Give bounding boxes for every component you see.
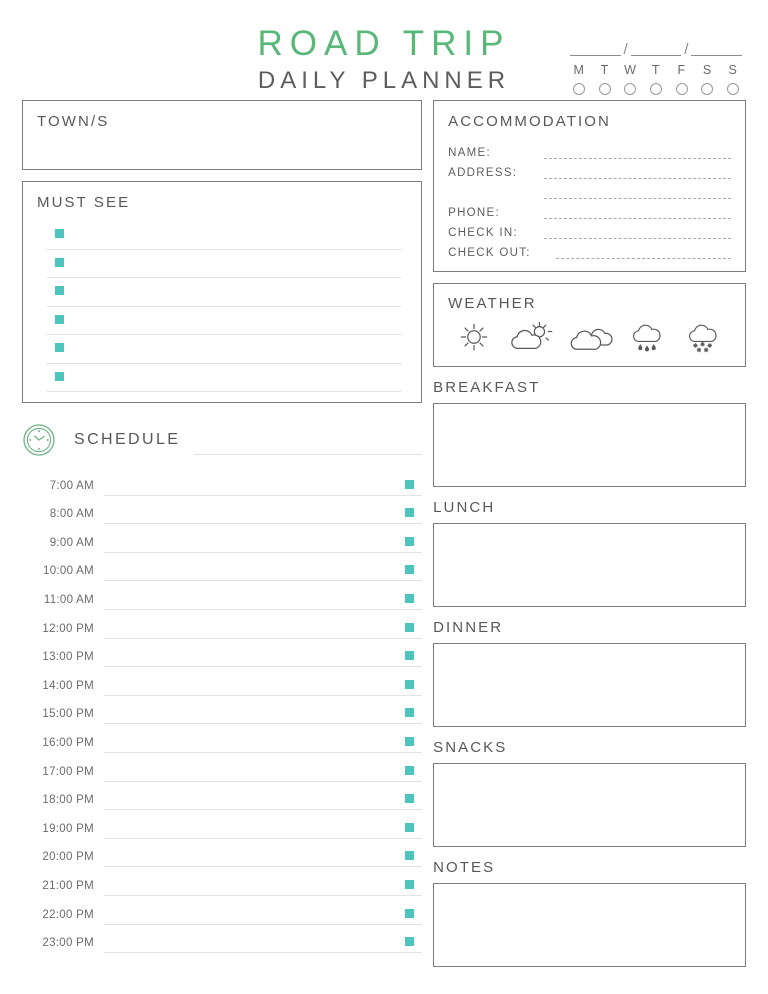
schedule-list — [22, 467, 422, 953]
accommodation-section — [433, 100, 746, 272]
schedule-row[interactable] — [22, 553, 422, 582]
accommodation-name-field[interactable] — [544, 146, 731, 159]
day-cell-sunday[interactable] — [722, 64, 744, 95]
checkbox-square-icon[interactable] — [405, 766, 414, 775]
day-circle[interactable] — [676, 83, 688, 95]
schedule-row[interactable] — [22, 753, 422, 782]
date-input-line[interactable] — [566, 34, 746, 56]
schedule-entry-line[interactable] — [104, 610, 422, 639]
snacks-section — [433, 739, 746, 847]
checkbox-square-icon[interactable] — [405, 823, 414, 832]
checkbox-square-icon[interactable] — [405, 680, 414, 689]
checkbox-square-icon[interactable] — [405, 623, 414, 632]
weather-section — [433, 283, 746, 367]
day-letter: F — [677, 63, 686, 77]
schedule-entry-line[interactable] — [104, 724, 422, 753]
schedule-time-label: 18:00 PM — [42, 794, 94, 807]
schedule-time-label: 12:00 PM — [42, 622, 94, 635]
checkbox-square-icon[interactable] — [55, 315, 64, 324]
sun-icon[interactable] — [454, 320, 494, 354]
checkbox-square-icon[interactable] — [405, 537, 414, 546]
list-item[interactable] — [47, 307, 401, 336]
schedule-row[interactable] — [22, 467, 422, 496]
list-item[interactable] — [47, 221, 401, 250]
schedule-row[interactable] — [22, 810, 422, 839]
schedule-time-label: 9:00 AM — [49, 536, 94, 549]
day-cell-saturday[interactable] — [696, 64, 718, 95]
weather-icon-row — [448, 318, 731, 356]
schedule-entry-line[interactable] — [104, 667, 422, 696]
date-day-blank[interactable] — [570, 40, 621, 56]
day-circle[interactable] — [573, 83, 585, 95]
checkbox-square-icon[interactable] — [405, 937, 414, 946]
list-item[interactable] — [47, 250, 401, 279]
must-see-list — [37, 221, 407, 392]
accommodation-address-row[interactable] — [448, 159, 731, 179]
day-circle[interactable] — [599, 83, 611, 95]
page-subtitle: DAILY PLANNER — [257, 66, 511, 94]
accommodation-name-label: NAME: — [448, 147, 492, 159]
lunch-input[interactable] — [433, 523, 746, 607]
checkbox-square-icon[interactable] — [405, 594, 414, 603]
towns-label: TOWN/S — [37, 113, 110, 130]
schedule-row[interactable] — [22, 581, 422, 610]
checkbox-square-icon[interactable] — [405, 909, 414, 918]
accommodation-address-field-2[interactable] — [544, 186, 731, 199]
list-item[interactable] — [47, 335, 401, 364]
content-columns — [0, 100, 768, 967]
day-letter: T — [600, 63, 609, 77]
schedule-entry-line[interactable] — [104, 753, 422, 782]
schedule-time-label: 20:00 PM — [42, 851, 94, 864]
schedule-row[interactable] — [22, 867, 422, 896]
schedule-entry-line[interactable] — [104, 810, 422, 839]
schedule-entry-line[interactable] — [104, 639, 422, 668]
schedule-entry-line[interactable] — [104, 496, 422, 525]
checkbox-square-icon[interactable] — [55, 343, 64, 352]
schedule-entry-line[interactable] — [104, 467, 422, 496]
checkbox-square-icon[interactable] — [405, 737, 414, 746]
page-title: ROAD TRIP — [257, 24, 511, 63]
accommodation-phone-field[interactable] — [544, 206, 731, 219]
day-cell-friday[interactable] — [671, 64, 693, 95]
schedule-divider — [194, 454, 422, 455]
schedule-row[interactable] — [22, 724, 422, 753]
date-separator-2: / — [684, 41, 689, 58]
schedule-entry-line[interactable] — [104, 896, 422, 925]
schedule-row[interactable] — [22, 610, 422, 639]
checkbox-square-icon[interactable] — [55, 229, 64, 238]
accommodation-phone-row[interactable] — [448, 199, 731, 219]
day-circle[interactable] — [727, 83, 739, 95]
checkbox-square-icon[interactable] — [405, 851, 414, 860]
notes-input[interactable] — [433, 883, 746, 967]
rain-icon[interactable] — [625, 320, 669, 354]
day-circle[interactable] — [650, 83, 662, 95]
day-circle[interactable] — [701, 83, 713, 95]
date-separator-1: / — [623, 41, 628, 58]
schedule-time-label: 21:00 PM — [42, 879, 94, 892]
schedule-time-label: 23:00 PM — [42, 937, 94, 950]
snacks-input[interactable] — [433, 763, 746, 847]
day-cell-wednesday[interactable] — [619, 64, 641, 95]
schedule-time-label: 15:00 PM — [42, 708, 94, 721]
day-letter: S — [702, 63, 712, 77]
day-letter: M — [573, 63, 585, 77]
schedule-time-label: 10:00 AM — [43, 565, 94, 578]
schedule-label: SCHEDULE — [74, 431, 181, 448]
day-letter: T — [651, 63, 661, 77]
list-item[interactable] — [47, 278, 401, 307]
schedule-row[interactable] — [22, 782, 422, 811]
day-cell-thursday[interactable] — [645, 64, 667, 95]
snacks-label: SNACKS — [433, 739, 508, 756]
checkbox-square-icon[interactable] — [405, 880, 414, 889]
breakfast-input[interactable] — [433, 403, 746, 487]
accommodation-checkin-field[interactable] — [544, 226, 731, 239]
accommodation-checkin-row[interactable] — [448, 219, 731, 239]
date-selector — [566, 34, 746, 95]
breakfast-label: BREAKFAST — [433, 379, 541, 396]
schedule-time-label: 22:00 PM — [42, 908, 94, 921]
accommodation-phone-label: PHONE: — [448, 207, 500, 219]
schedule-time-label: 11:00 AM — [43, 593, 94, 606]
day-cell-monday[interactable] — [568, 64, 590, 95]
accommodation-address-field[interactable] — [544, 166, 731, 179]
accommodation-name-row[interactable] — [448, 139, 731, 159]
day-letter: W — [624, 63, 637, 77]
right-column — [433, 100, 746, 967]
schedule-entry-line[interactable] — [104, 524, 422, 553]
page-header — [0, 0, 768, 100]
checkbox-square-icon[interactable] — [405, 480, 414, 489]
partly-cloudy-icon[interactable] — [506, 320, 554, 354]
lunch-section — [433, 499, 746, 607]
accommodation-checkout-label: CHECK OUT: — [448, 247, 531, 259]
schedule-entry-line[interactable] — [104, 553, 422, 582]
checkbox-square-icon[interactable] — [405, 565, 414, 574]
schedule-time-label: 19:00 PM — [42, 822, 94, 835]
schedule-header — [22, 421, 422, 459]
must-see-section — [22, 181, 422, 403]
schedule-row[interactable] — [22, 639, 422, 668]
accommodation-checkout-field[interactable] — [556, 246, 731, 259]
checkbox-square-icon[interactable] — [405, 794, 414, 803]
accommodation-checkin-label: CHECK IN: — [448, 227, 518, 239]
date-month-blank[interactable] — [631, 40, 682, 56]
schedule-entry-line[interactable] — [104, 696, 422, 725]
checkbox-square-icon[interactable] — [55, 258, 64, 267]
schedule-time-label: 17:00 PM — [42, 765, 94, 778]
snow-icon[interactable] — [681, 320, 725, 354]
checkbox-square-icon[interactable] — [405, 508, 414, 517]
accommodation-label: ACCOMMODATION — [448, 113, 611, 130]
list-item[interactable] — [47, 364, 401, 393]
dinner-section — [433, 619, 746, 727]
schedule-entry-line[interactable] — [104, 782, 422, 811]
checkbox-square-icon[interactable] — [405, 708, 414, 717]
left-column — [22, 100, 422, 967]
checkbox-square-icon[interactable] — [55, 372, 64, 381]
schedule-time-label: 8:00 AM — [49, 508, 94, 521]
schedule-row[interactable] — [22, 896, 422, 925]
weather-label: WEATHER — [448, 295, 537, 312]
day-of-week-row — [566, 64, 746, 95]
lunch-label: LUNCH — [433, 499, 496, 516]
schedule-time-label: 16:00 PM — [42, 736, 94, 749]
schedule-entry-line[interactable] — [104, 581, 422, 610]
schedule-row[interactable] — [22, 925, 422, 954]
day-cell-tuesday[interactable] — [594, 64, 616, 95]
accommodation-address-row-2[interactable] — [448, 179, 731, 199]
schedule-entry-line[interactable] — [104, 839, 422, 868]
schedule-row[interactable] — [22, 839, 422, 868]
day-letter: S — [728, 63, 738, 77]
checkbox-square-icon[interactable] — [405, 651, 414, 660]
schedule-row[interactable] — [22, 696, 422, 725]
accommodation-address-label: ADDRESS: — [448, 167, 518, 179]
schedule-time-label: 7:00 AM — [49, 479, 94, 492]
schedule-entry-line[interactable] — [104, 925, 422, 954]
breakfast-section — [433, 379, 746, 487]
notes-section — [433, 859, 746, 967]
notes-label: NOTES — [433, 859, 496, 876]
cloudy-icon[interactable] — [566, 320, 614, 354]
schedule-entry-line[interactable] — [104, 867, 422, 896]
checkbox-square-icon[interactable] — [55, 286, 64, 295]
date-year-blank[interactable] — [691, 40, 742, 56]
must-see-label: MUST SEE — [37, 194, 131, 211]
schedule-row[interactable] — [22, 667, 422, 696]
schedule-row[interactable] — [22, 496, 422, 525]
accommodation-fields — [448, 139, 731, 259]
accommodation-checkout-row[interactable] — [448, 239, 731, 259]
schedule-time-label: 14:00 PM — [42, 679, 94, 692]
dinner-input[interactable] — [433, 643, 746, 727]
schedule-row[interactable] — [22, 524, 422, 553]
dinner-label: DINNER — [433, 619, 504, 636]
towns-section[interactable] — [22, 100, 422, 170]
clock-icon — [22, 423, 56, 457]
day-circle[interactable] — [624, 83, 636, 95]
schedule-time-label: 13:00 PM — [42, 651, 94, 664]
